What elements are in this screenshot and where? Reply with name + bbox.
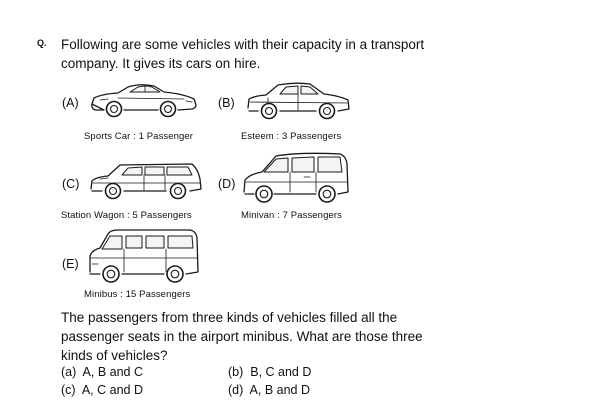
option-label-c: (C)	[62, 177, 80, 191]
option-label-d: (D)	[218, 177, 236, 191]
question-prompt: The passengers from three kinds of vehicles filled all the passenger seats in the airport minibus. What are those three kinds of vehicles?	[61, 310, 423, 363]
caption-minibus: Minibus : 15 Passengers	[84, 289, 191, 300]
answer-text: B, C and D	[250, 365, 312, 379]
answer-label: (a)	[61, 365, 77, 379]
answer-option-b[interactable]	[228, 365, 311, 379]
answer-option-c[interactable]	[61, 383, 143, 397]
minibus-icon	[86, 226, 204, 286]
answer-label: (b)	[228, 365, 244, 379]
answer-option-d[interactable]	[228, 383, 310, 397]
option-label-e: (E)	[62, 257, 79, 271]
answer-text: A, B and D	[249, 383, 310, 397]
minivan-icon	[240, 150, 352, 206]
answer-text: A, C and D	[81, 383, 143, 397]
sports-car-icon	[88, 80, 200, 118]
option-label-a: (A)	[62, 96, 79, 110]
answer-text: A, B and C	[82, 365, 143, 379]
caption-minivan: Minivan : 7 Passengers	[241, 210, 342, 221]
caption-esteem: Esteem : 3 Passengers	[241, 131, 342, 142]
answer-option-a[interactable]	[61, 365, 143, 379]
question-marker: Q.	[37, 38, 47, 48]
caption-sports-car: Sports Car : 1 Passenger	[84, 131, 194, 142]
answer-label: (d)	[228, 383, 244, 397]
sedan-icon	[244, 78, 352, 120]
answer-label: (c)	[61, 383, 76, 397]
station-wagon-icon	[88, 157, 206, 201]
question-intro: Following are some vehicles with their capacity in a transport company. It gives its cars on hire.	[61, 37, 425, 71]
option-label-b: (B)	[218, 96, 235, 110]
caption-station-wagon: Station Wagon : 5 Passengers	[61, 210, 192, 221]
